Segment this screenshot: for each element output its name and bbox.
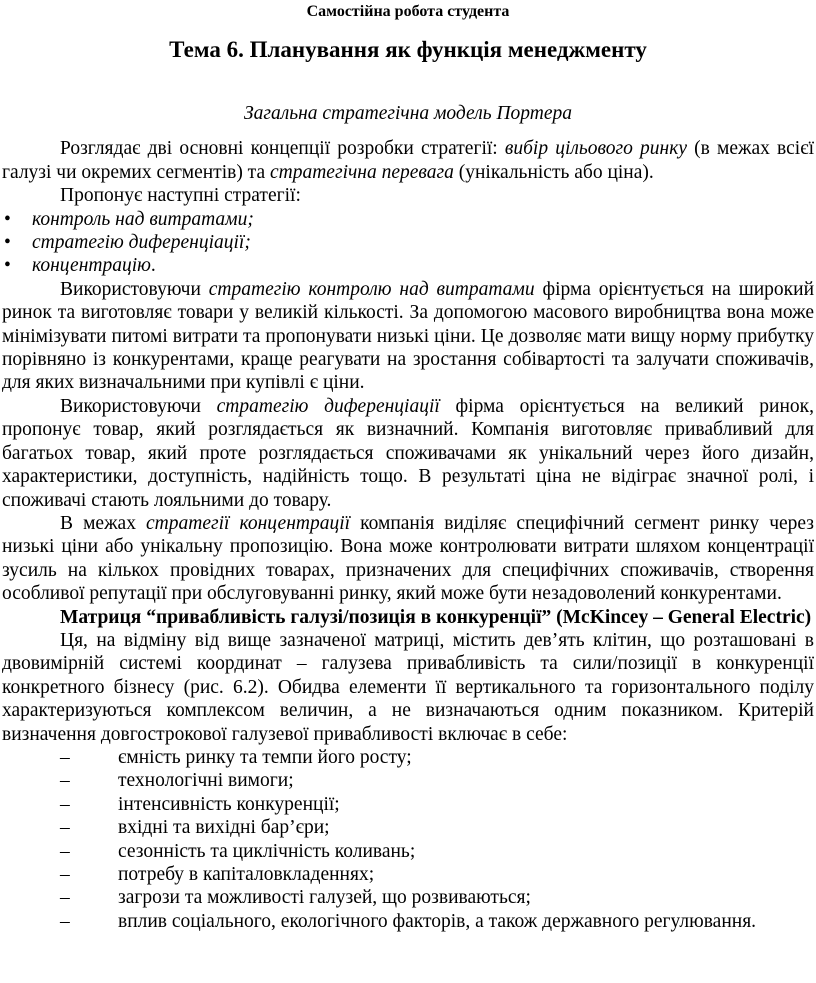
dash-item: – вхідні та вихідні бар’єри; bbox=[60, 817, 330, 839]
dash-item: – потребу в капіталовкладеннях; bbox=[60, 864, 375, 885]
paragraph-matrix: Ця, на відміну від вище зазначеної матриці, містить дев’ять клітин, що розташовані в двовимірній системі координат – галузева привабливість та сили/позиції в конкуренції конкретного бізнесу (рис. 6.2). Обидва елементи її вертикального та горизонтального поділу характеризуються комплексом величин, а не визначаються одним показником. Критерій визначення довгострокової галузевої привабливості включає в себе: bbox=[2, 629, 814, 745]
dash-item: – технологічні вимоги; bbox=[60, 770, 294, 792]
page-title: Тема 6. Планування як функція менеджменту bbox=[169, 37, 647, 62]
dash-item: – ємність ринку та темпи його росту; bbox=[60, 746, 412, 768]
document-page bbox=[0, 2, 816, 933]
paragraph-cost-control: Використовуючи стратегію контролю над витратами фірма орієнтується на широкий ринок та виготовляє товари у великій кількості. За допомогою масового виробництва вона може мінімізувати питомі витрати та пропонувати низькі ціни. Це дозволяє мати вищу норму прибутку порівняно із конкурентами, краще реагувати на зростання собівартості та залучати споживачів, для яких визначальними при купівлі є ціни. bbox=[2, 278, 815, 394]
bullet-item: • концентрацію. bbox=[4, 255, 156, 277]
bullet-item: • контроль над витратами; bbox=[4, 208, 254, 230]
dash-item: – сезонність та циклічність коливань; bbox=[60, 840, 416, 862]
bullet-marker: • bbox=[4, 255, 11, 277]
paragraph-strategies: Пропонує наступні стратегії: bbox=[60, 185, 301, 207]
bullet-marker: • bbox=[4, 208, 11, 230]
dash-item: – загрози та можливості галузей, що розвиваються; bbox=[60, 887, 531, 909]
section-subtitle: Загальна стратегічна модель Портера bbox=[243, 103, 573, 124]
paragraph-concentration: В межах стратегії концентрації компанія виділяє специфічний сегмент ринку через низькі ціни або унікальну пропозицію. Вона може контролювати витрати шляхом концентрації зусиль на кількох провідних товарах, призначених для специфічних споживачів, створення особливої репутації при обслуговуванні ринку, який може бути незадоволений конкурентами. bbox=[2, 512, 815, 605]
paragraph-intro: Розглядає дві основні концепції розробки стратегії: вибір цільового ринку (в межах всієї галузі чи окремих сегментів) та стратегічна перевага (унікальність або ціна). bbox=[2, 138, 815, 183]
page-header: Самостійна робота студента bbox=[306, 3, 510, 20]
paragraph-differentiation: Використовуючи стратегію диференціації фірма орієнтується на великий ринок, пропонує товар, який розглядається як визначний. Компанія виготовляє привабливий для багатьох товар, який проте розглядається споживачами як унікальний через його дизайн, характеристики, доступність, надійність тощо. В результаті ціна не відіграє значної ролі, і споживачі стають лояльними до товару. bbox=[2, 395, 814, 511]
bullet-item: • стратегію диференціації; bbox=[4, 232, 251, 254]
bullet-marker: • bbox=[4, 232, 11, 254]
dash-item: – інтенсивність конкуренції; bbox=[60, 793, 340, 815]
dash-item: – вплив соціального, екологічного факторів, а також державного регулювання. bbox=[60, 910, 757, 932]
section-heading-matrix: Матриця “привабливість галузі/позиція в конкуренції” (McKincey – General Electric) bbox=[60, 606, 812, 628]
